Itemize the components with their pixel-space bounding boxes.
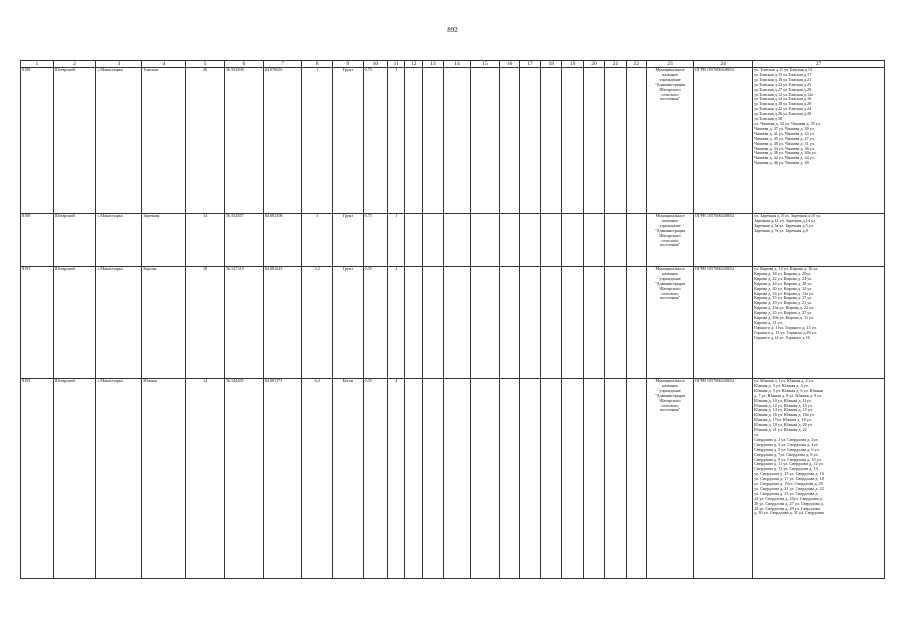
cell-empty: [605, 379, 626, 579]
cell-empty: [422, 379, 443, 579]
cell-owner: Муниципальное казенное учреждение "Администрация Шегарского сельского поселения": [647, 267, 694, 379]
cell-empty: [519, 214, 540, 267]
cell-empty: [562, 267, 583, 379]
cell-empty: [562, 379, 583, 579]
column-header: 4: [142, 61, 186, 68]
column-header: 24: [694, 61, 753, 68]
column-header: 27: [753, 61, 885, 68]
cell-ogrn: ОГРН 1057006448652: [694, 68, 753, 214]
cell-col11: 1: [388, 214, 405, 267]
cell-empty: [541, 68, 562, 214]
cell-empty: [583, 68, 604, 214]
column-header: 19: [562, 61, 583, 68]
cell-empty: [519, 267, 540, 379]
cell-number: 8190: [21, 214, 54, 267]
cell-longitude: 84.076635: [263, 68, 302, 214]
cell-empty: [605, 68, 626, 214]
cell-empty: [405, 379, 422, 579]
column-header: 16: [500, 61, 519, 68]
cell-empty: [583, 214, 604, 267]
cell-col5: 14: [186, 379, 225, 579]
cell-locality: с.Монастырка: [96, 379, 142, 579]
cell-empty: [405, 214, 422, 267]
column-header: 10: [363, 61, 387, 68]
column-header: 14: [444, 61, 471, 68]
cell-col10: 0,35: [363, 379, 387, 579]
cell-empty: [541, 379, 562, 579]
cell-empty: [470, 267, 500, 379]
cell-number: 8192: [21, 379, 54, 579]
column-header: 5: [186, 61, 225, 68]
column-header: 21: [605, 61, 626, 68]
cell-empty: [500, 379, 519, 579]
header-row: [21, 61, 885, 68]
cell-col11: 4: [388, 379, 405, 579]
cell-owner: Муниципальное казенное учреждение "Администрация Шегарского сельского поселения": [647, 68, 694, 214]
table-row: [21, 68, 885, 214]
cell-ogrn: ОГРН 1057006448652: [694, 214, 753, 267]
table-row: [21, 214, 885, 267]
cell-empty: [405, 267, 422, 379]
cell-locality: с.Монастырка: [96, 267, 142, 379]
cell-latitude: 56.552830: [224, 68, 263, 214]
cell-number: 8191: [21, 267, 54, 379]
cell-empty: [422, 68, 443, 214]
cell-empty: [626, 379, 646, 579]
cell-empty: [605, 267, 626, 379]
column-header: 11: [388, 61, 405, 68]
cell-empty: [422, 267, 443, 379]
cell-latitude: 56.552857: [224, 214, 263, 267]
cell-empty: [519, 379, 540, 579]
cell-longitude: 84.081173: [263, 379, 302, 579]
cell-empty: [605, 214, 626, 267]
column-header: 18: [541, 61, 562, 68]
cell-empty: [626, 214, 646, 267]
cell-district: Шегарский: [53, 379, 96, 579]
cell-col8: 3,2: [302, 267, 333, 379]
cell-col5: 14: [186, 214, 225, 267]
column-header: 2: [53, 61, 96, 68]
cell-empty: [519, 68, 540, 214]
column-header: 8: [302, 61, 333, 68]
cell-col10: 0,35: [363, 267, 387, 379]
cell-empty: [470, 214, 500, 267]
cell-surface: Грунт: [333, 267, 364, 379]
column-header: 7: [263, 61, 302, 68]
cell-empty: [470, 68, 500, 214]
column-header: 1: [21, 61, 54, 68]
cell-empty: [562, 68, 583, 214]
cell-empty: [444, 267, 471, 379]
cell-empty: [562, 214, 583, 267]
column-header: 12: [405, 61, 422, 68]
cell-empty: [500, 267, 519, 379]
cell-empty: [500, 214, 519, 267]
cell-longitude: 84.081643: [263, 267, 302, 379]
cell-col11: 1: [388, 68, 405, 214]
cell-locality: с.Монастырка: [96, 68, 142, 214]
column-header: 22: [626, 61, 646, 68]
cell-surface: Бетон: [333, 379, 364, 579]
table-row: [21, 379, 885, 579]
cell-empty: [444, 379, 471, 579]
cell-empty: [470, 379, 500, 579]
cell-col5: 20: [186, 68, 225, 214]
column-header: 6: [224, 61, 263, 68]
cell-ogrn: ОГРН 1057006448652: [694, 267, 753, 379]
column-header: 17: [519, 61, 540, 68]
cell-latitude: 56.547318: [224, 267, 263, 379]
cell-col11: 2: [388, 267, 405, 379]
cell-col10: 0,75: [363, 214, 387, 267]
cell-street: Кирова: [142, 267, 186, 379]
column-header: 9: [333, 61, 364, 68]
cell-empty: [444, 214, 471, 267]
cell-empty: [444, 68, 471, 214]
cell-district: Шегарский: [53, 68, 96, 214]
column-header: 23: [647, 61, 694, 68]
cell-col8: 1: [302, 68, 333, 214]
cell-latitude: 56.544405: [224, 379, 263, 579]
cell-col5: 18: [186, 267, 225, 379]
cell-locality: с.Монастырка: [96, 214, 142, 267]
cell-addresses: ул. Кирова д. 14 ул. Кирова д. 16 ул. Кирова д. 18 ул. Кирова д. 20ул. Кирова д. 22 ул. Кирова д. 24 ул. Кирова д. 26 ул. Кирова д. 28 ул. Кирова д. 30 ул. Кирова д. 32 ул. Кирова д. 33 ул. Кирова д. 13а ул. Кирова д. 15 ул. Кирова д. 17 ул. Кирова д. 19 ул. Кирова д. 21 ул. Кирова д. 23а ул. Кирова д. 22 ул. Кирова д. 25 ул. Кирова д. 27 ул. Кирова д. 29а ул. Кирова д. 31 ул. Кирова д. 31 ул. Горького д. 11ул. Горького д. 13 ул. Горького д. 15 ул. Горького д.20 ул. Горького д.14 ул. Горького д.16: [753, 267, 885, 379]
cell-col10: 0,75: [363, 68, 387, 214]
cell-empty: [626, 68, 646, 214]
page-number: 892: [447, 26, 458, 34]
cell-surface: Грунт: [333, 68, 364, 214]
cell-addresses: ул. Южная д. 1ул. Южная д. 2 ул. Южная д. 3 ул. Южная д. 4 ул. Южная д. 5 ул. Южная д. 6 ул. Южная д. 7 ул. Южная д. 8 ул. Южная д. 9 ул. Южная д. 10 ул. Южная д. 11ул. Южная д. 12 ул. Южная д. 13 ул. Южная д. 14 ул. Южная д. 15 ул. Южная д. 16 ул. Южная д. 16а ул. Южная д. 17ул. Южная д. 18 ул. Южная д. 19 ул. Южная д. 20 ул. Южная д. 21 ул. Южная д. 22 ул. Свердлова д. 1 ул. Свердлова д. 2ул. Свердлова д. 3 ул. Свердлова д. 4ул. Свердлова д. 5 ул. Свердлова д. 6 ул. Свердлова д. 7ул. Свердлова д. 8 ул. Свердлова д. 9 ул. Свердлова д. 10 ул. Свердлова д. 11 ул. Свердлова д. 12 ул. Свердлова д. 13 ул. Свердлова д. 14 ул. Свердлова д. 15 ул. Свердлова д. 16 ул. Свердлова д. 17 ул. Свердлова д. 18 ул. Свердлова д. 19ул. Свердлова д. 20 ул. Свердлова д. 21 ул. Свердлова д. 22 ул. Свердлова д. 23 ул. Свердлова д. 24 ул. Свердлова д. 25ул. Свердлова д. 26 ул. Свердлова д. 27 ул. Свердлова д. 28 ул. Свердлова д. 29 ул. Свердлова д. 30 ул. Свердлова д. 31 ул. Свердлова: [753, 379, 885, 579]
cell-ogrn: ОГРН 1057006448652: [694, 379, 753, 579]
register-table: [20, 60, 885, 579]
cell-longitude: 84.081308: [263, 214, 302, 267]
cell-col8: 6,4: [302, 379, 333, 579]
cell-owner: Муниципальное казенное учреждение "Администрация Шегарского сельского поселения": [647, 214, 694, 267]
cell-col8: 3: [302, 214, 333, 267]
cell-empty: [583, 267, 604, 379]
cell-district: Шегарский: [53, 267, 96, 379]
cell-addresses: ул. Томская д.11 ул.Томская д.13 ул.Томская д.15 ул.Томская д.17 ул.Томская д.19 ул.Томская д.21 ул.Томская д.23 ул.Томская д.25 ул.Томская д.27 ул.Томская д.29 ул.Томская д.12 ул.Томская д.12а ул.Томская д.14 ул.Томская д.16 ул.Томская д.18 ул.Томская д.20 ул.Томская д.22 ул.Томская д.24 ул.Томская д.26 ул.Томская д.28 ул.Томская д.30 ул. Чапаева д. 33 ул. Чапаева д. 35 ул. Чапаева д. 37 ул. Чапаева д. 39 ул. Чапаева д. 41 ул. Чапаева д. 43 ул. Чапаева д. 45 ул. Чапаева д. 47 ул. Чапаева д. 49 ул. Чапаева д. 51 ул. Чапаева д. 34 ул. Чапаева д. 36 ул. Чапаева д. 38 ул. Чапаева д. 40а ул. Чапаева д. 42 ул. Чапаева д. 44 ул. Чапаева д. 46 ул. Чапаева д. 48: [753, 68, 885, 214]
cell-addresses: ул. Заречная д. 8 ул. Заречная д.10 ул. Заречная д.12 ул. Заречная д.14 ул. Заречная д.5а ул. Заречная д.5 ул. Заречная д.7а ул. Заречная д.8: [753, 214, 885, 267]
cell-empty: [541, 214, 562, 267]
column-header: 3: [96, 61, 142, 68]
cell-district: Шегарский: [53, 214, 96, 267]
column-header: 20: [583, 61, 604, 68]
column-header: 13: [422, 61, 443, 68]
cell-street: Заречная: [142, 214, 186, 267]
cell-empty: [541, 267, 562, 379]
cell-surface: Грунт: [333, 214, 364, 267]
cell-empty: [626, 267, 646, 379]
cell-owner: Муниципальное казенное учреждение "Администрация Шегарского сельского поселения": [647, 379, 694, 579]
cell-street: Томская: [142, 68, 186, 214]
table-row: [21, 267, 885, 379]
cell-empty: [422, 214, 443, 267]
cell-empty: [405, 68, 422, 214]
cell-empty: [583, 379, 604, 579]
cell-street: Южная: [142, 379, 186, 579]
column-header: 15: [470, 61, 500, 68]
cell-empty: [500, 68, 519, 214]
cell-number: 8189: [21, 68, 54, 214]
